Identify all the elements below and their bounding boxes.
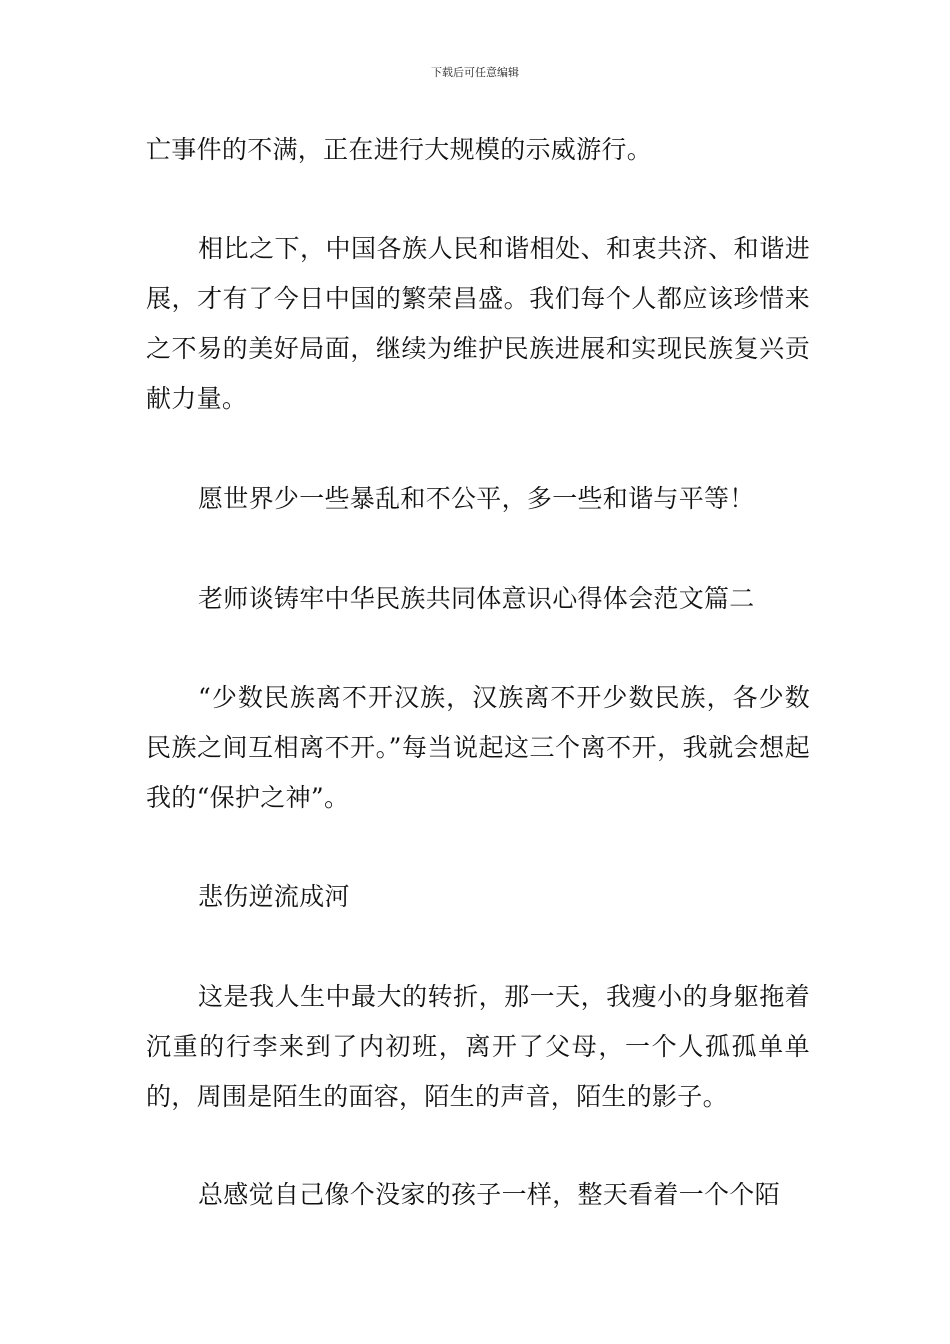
paragraph-1: 亡事件的不满，正在进行大规模的示威游行。 <box>146 135 653 164</box>
paragraph-5: 这是我人生中最大的转折，那一天，我瘦小的身躯拖着沉重的行李来到了内初班，离开了父母，一个人孤孤单单的，周围是陌生的面容，陌生的声音，陌生的影子。 <box>146 982 810 1111</box>
page-header: 下载后可任意编辑 <box>431 66 519 79</box>
subheading: 悲伤逆流成河 <box>198 882 350 911</box>
paragraph-6: 总感觉自己像个没家的孩子一样，整天看着一个个陌 <box>198 1180 780 1209</box>
paragraph-3: 愿世界少一些暴乱和不公平，多一些和谐与平等！ <box>198 484 755 513</box>
paragraph-2: 相比之下，中国各族人民和谐相处、和衷共济、和谐进展，才有了今日中国的繁荣昌盛。我们每个人都应该珍惜来之不易的美好局面，继续为维护民族进展和实现民族复兴贡献力量。 <box>146 234 810 413</box>
section-heading: 老师谈铸牢中华民族共同体意识心得体会范文篇二 <box>198 584 755 613</box>
paragraph-4: “少数民族离不开汉族，汉族离不开少数民族，各少数民族之间互相离不开。”每当说起这三个离不开，我就会想起我的“保护之神”。 <box>146 683 810 812</box>
